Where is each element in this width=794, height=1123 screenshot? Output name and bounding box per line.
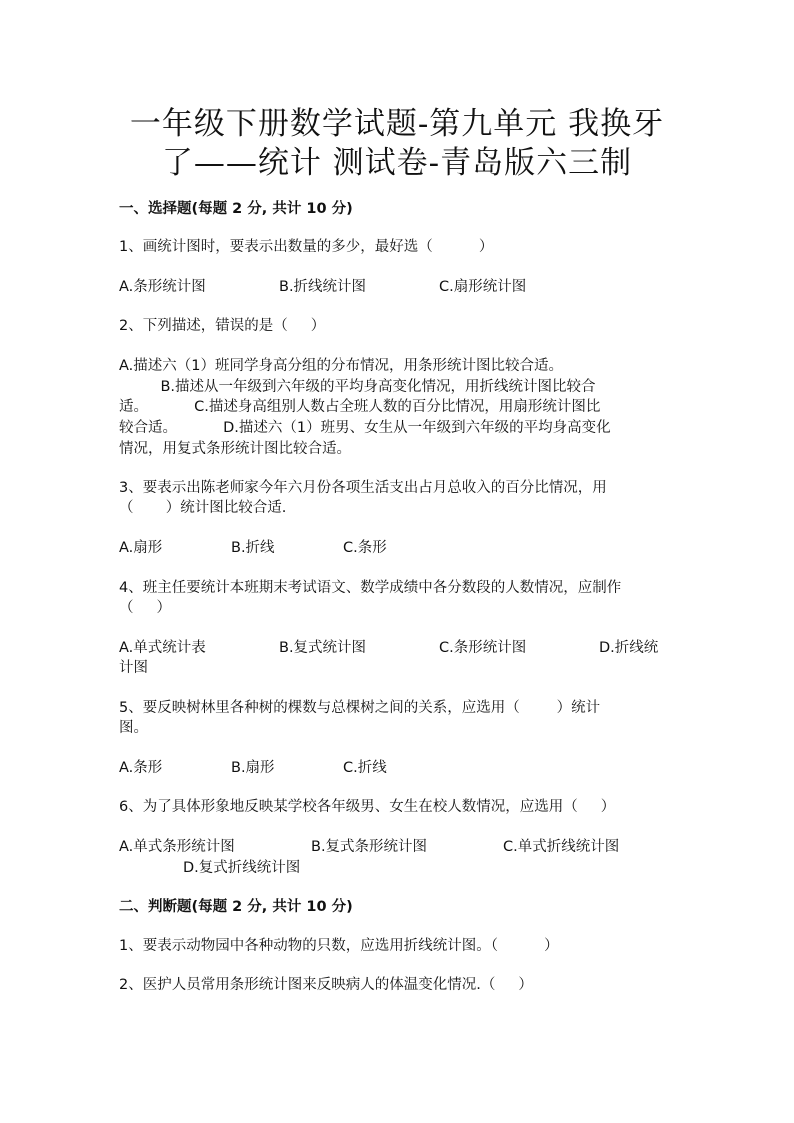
q3-stem-2: （ ）统计图比较合适. xyxy=(119,500,287,516)
q2-line-4: 较合适。 D.描述六（1）班男、女生从一年级到六年级的平均身高变化 xyxy=(119,420,611,436)
title-line-1: 一年级下册数学试题-第九单元 我换牙 xyxy=(129,106,665,142)
q1-option-b: B.折线统计图 xyxy=(279,279,367,295)
q2-stem: 2、下列描述，错误的是（ ） xyxy=(119,318,326,334)
judge-q2: 2、医护人员常用条形统计图来反映病人的体温变化情况.（ ） xyxy=(119,977,533,993)
q4-option-a: A.单式统计表 xyxy=(119,640,206,656)
q2-line-5: 情况，用复式条形统计图比较合适。 xyxy=(119,441,351,457)
q1-option-c: C.扇形统计图 xyxy=(439,279,527,295)
q2-line-3: 适。 C.描述身高组别人数占全班人数的百分比情况，用扇形统计图比 xyxy=(119,399,601,415)
q5-option-b: B.扇形 xyxy=(231,760,275,776)
q6-option-c: C.单式折线统计图 xyxy=(503,839,620,855)
q3-option-c: C.条形 xyxy=(343,540,387,556)
q4-option-d-part-2: 计图 xyxy=(119,660,148,676)
judge-q1: 1、要表示动物园中各种动物的只数，应选用折线统计图。（ ） xyxy=(119,938,559,954)
q4-stem-2: （ ） xyxy=(119,600,172,616)
q6-option-b: B.复式条形统计图 xyxy=(311,839,428,855)
section-1-heading: 一、选择题(每题 2 分, 共计 10 分) xyxy=(119,201,353,217)
q5-option-a: A.条形 xyxy=(119,760,163,776)
q1-option-a: A.条形统计图 xyxy=(119,279,206,295)
q4-stem-1: 4、班主任要统计本班期末考试语文、数学成绩中各分数段的人数情况，应制作 xyxy=(119,580,622,596)
section-2-heading: 二、判断题(每题 2 分, 共计 10 分) xyxy=(119,899,353,915)
q4-option-b: B.复式统计图 xyxy=(279,640,367,656)
q4-option-c: C.条形统计图 xyxy=(439,640,527,656)
q3-stem-1: 3、要表示出陈老师家今年六月份各项生活支出占月总收入的百分比情况，用 xyxy=(119,480,607,496)
q2-line-1: A.描述六（1）班同学身高分组的分布情况，用条形统计图比较合适。 xyxy=(119,358,563,374)
q5-stem-2: 图。 xyxy=(119,720,148,736)
q6-option-a: A.单式条形统计图 xyxy=(119,839,235,855)
q4-option-d-part-1: D.折线统 xyxy=(599,640,659,656)
q1-stem: 1、画统计图时，要表示出数量的多少，最好选（ ） xyxy=(119,239,494,255)
q6-option-d: D.复式折线统计图 xyxy=(183,860,301,876)
q3-option-b: B.折线 xyxy=(231,540,275,556)
q3-option-a: A.扇形 xyxy=(119,540,163,556)
q2-line-2: B.描述从一年级到六年级的平均身高变化情况，用折线统计图比较合 xyxy=(119,379,596,395)
q6-stem: 6、为了具体形象地反映某学校各年级男、女生在校人数情况，应选用（ ） xyxy=(119,799,616,815)
title-line-2: 了——统计 测试卷-青岛版六三制 xyxy=(161,145,633,181)
q5-stem-1: 5、要反映树林里各种树的棵数与总棵树之间的关系，应选用（ ）统计 xyxy=(119,700,601,716)
q5-option-c: C.折线 xyxy=(343,760,387,776)
